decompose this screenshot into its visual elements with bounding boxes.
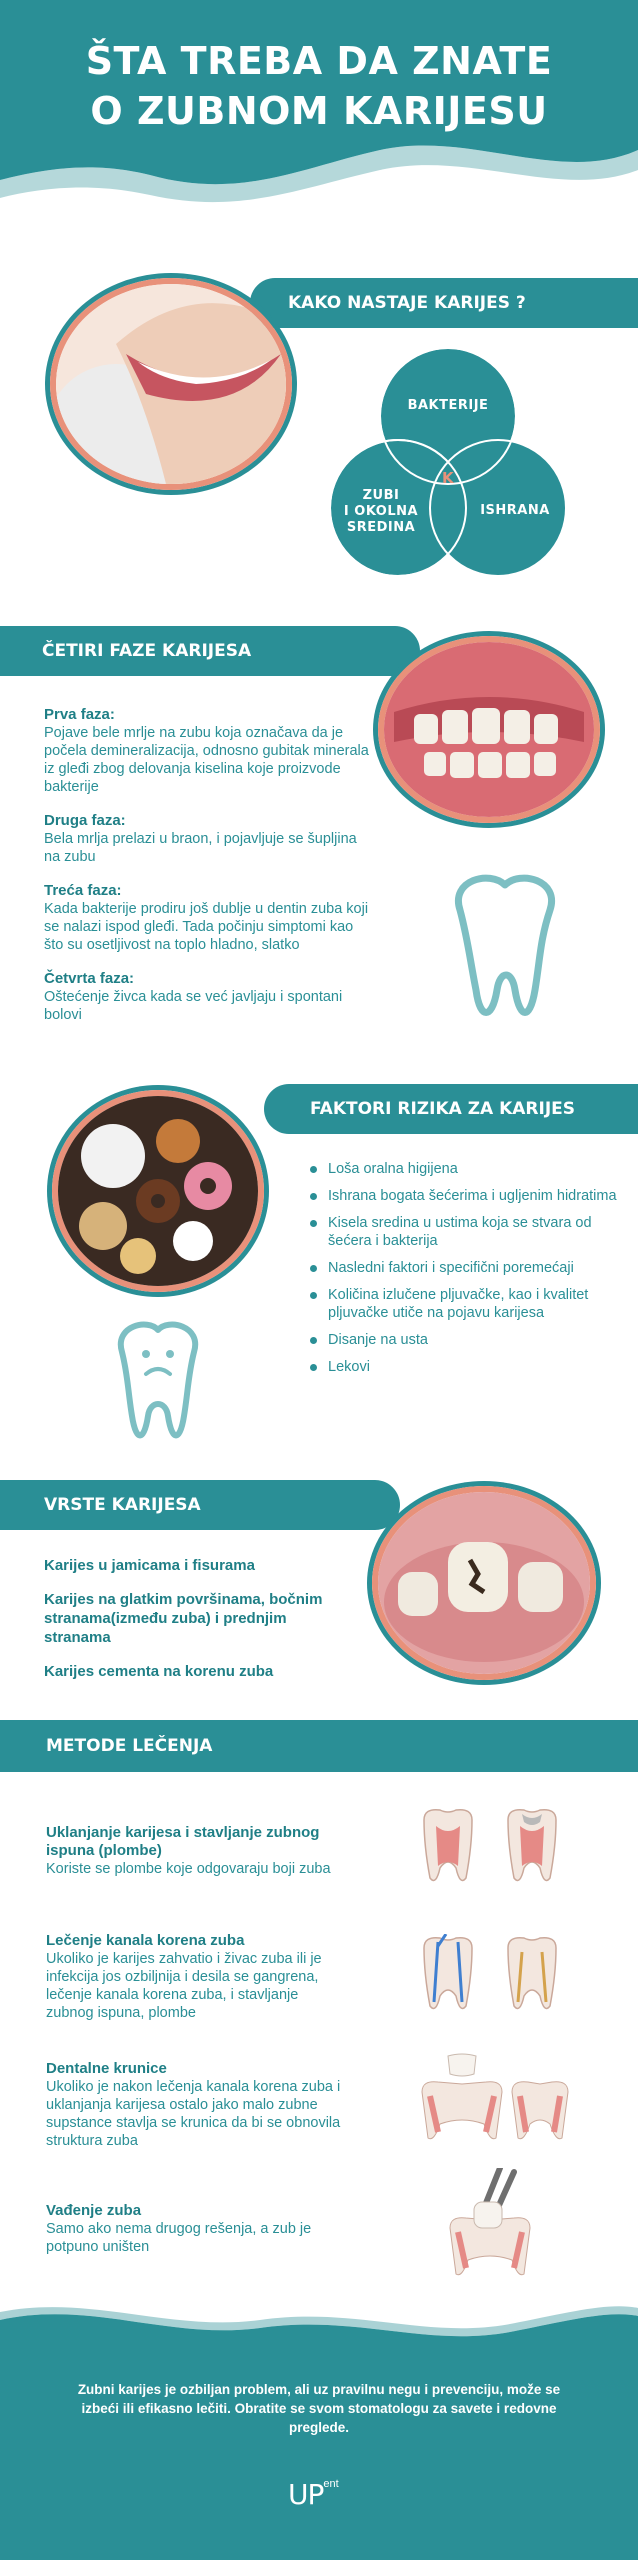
phase-4-title: Četvrta faza: [44,970,135,987]
venn-label-teeth-line3: SREDINA [346,520,416,535]
sad-tooth-icon [108,1318,208,1448]
venn-diagram [328,348,568,588]
list-item: Karijes na glatkim površinama, bočnim stranama(između zuba) i prednjim stranama [44,1591,323,1646]
section-heading-treatment: METODE LEČENJA [46,1736,213,1756]
treatment-4-text: Samo ako nema drugog rešenja, a zub je potpuno uništen [46,2221,312,2255]
filling-tooth-icon [416,1806,566,1886]
phase-2-text: Bela mrlja prelazi u braon, i pojavljuje se šupljina na zubu [44,831,357,865]
logo-main: UP [288,2478,324,2511]
brand-logo [288,2478,368,2528]
phase-4-text: Oštećenje živca kada se već javljaju i spontani bolovi [44,989,343,1023]
treatment-1-text: Koriste se plombe koje odgovaraju boji zuba [46,1861,331,1877]
section-heading-how [250,278,638,328]
logo-sub: ent [323,2478,339,2490]
list-item: Karijes cementa na korenu zuba [44,1663,274,1680]
list-item: Karijes u jamicama i fisurama [44,1557,255,1574]
sweets-illustration [58,1096,258,1286]
smile-illustration [56,284,286,484]
header-banner [0,0,638,210]
phase-1-title: Prva faza: [44,706,115,723]
treatment-2-title: Lečenje kanala korena zuba [46,1932,245,1949]
venn-label-diet: ISHRANA [480,503,550,518]
footer-message: Zubni karijes je ozbiljan problem, ali uz pravilnu negu i prevenciju, može se izbeći ili efikasno lečiti. Obratite se svom stomatologu za savete i redovne preglede. [77,2382,561,2435]
treatment-4-title: Vađenje zuba [46,2202,142,2219]
treatment-2-text: Ukoliko je karijes zahvatio i živac zuba ili je infekcija jos ozbiljnija i desila se gangrena, lečenje kanala korena zuba, i stavljanje zubnog ispuna, plombe [46,1951,322,2021]
phase-3-title: Treća faza: [44,882,122,899]
treatment-1 [46,1824,346,1878]
treatment-2 [46,1932,346,2022]
venn-label-bacteria: BAKTERIJE [407,398,489,413]
venn-label-center: K [441,469,455,487]
tooth-outline-icon [440,870,570,1030]
section-heading-risk [264,1084,638,1134]
root-canal-icon [416,1934,566,2014]
types-heading-text: VRSTE KARIJESA [44,1495,201,1515]
crown-icon [412,2052,572,2142]
treatment-3 [46,2060,346,2150]
list-item: Disanje na usta [306,1331,626,1349]
venn-label-teeth [326,488,436,536]
cavity-image [372,1486,596,1680]
phases-heading-text: ČETIRI FAZE KARIJESA [42,641,252,661]
cavity-illustration [378,1492,590,1674]
phase-2 [44,812,374,866]
teeth-closeup-illustration [384,642,594,817]
list-item: Nasledni faktori i specifični poremećaji [306,1259,626,1277]
page-title-line2: O ZUBNOM KARIJESU [90,89,548,133]
phases-list [44,706,374,1040]
list-item: Loša oralna higijena [306,1160,626,1178]
treatment-1-title: Uklanjanje karijesa i stavljanje zubnog ispuna (plombe) [46,1824,320,1859]
phase-4 [44,970,374,1024]
venn-label-teeth-line1: ZUBI [362,488,400,503]
phase-2-title: Druga faza: [44,812,126,829]
types-list [44,1556,344,1696]
list-item: Količina izlučene pljuvačke, kao i kvalitet pljuvačke utiče na pojavu karijesa [306,1286,626,1322]
teeth-closeup-image [378,636,600,823]
list-item: Lekovi [306,1358,626,1376]
phase-1-text: Pojave bele mrlje na zubu koja označava da je počela demineralizacija, odnosno gubitak minerala iz gleđi zbog delovanja kiselina koje proizvode bakterije [44,725,369,795]
smile-image [50,278,292,490]
list-item: Kisela sredina u ustima koja se stvara od šećera i bakterija [306,1214,626,1250]
sweets-image [52,1090,264,1292]
section-heading-types [0,1480,400,1530]
treatment-3-text: Ukoliko je nakon lečenja kanala korena zuba i uklanjanja karijesa ostalo jako malo zubne supstance stavlja se krunica da bi se obnovila struktura zuba [46,2079,341,2149]
page-title-line1: ŠTA TREBA DA ZNATE [85,39,553,83]
extraction-icon [440,2168,540,2278]
page-title [0,36,638,136]
treatment-4 [46,2202,346,2256]
section-heading-phases [0,626,420,676]
risk-list [306,1160,626,1385]
treatment-3-title: Dentalne krunice [46,2060,167,2077]
phase-1 [44,706,374,796]
phase-3 [44,882,374,954]
how-heading-text: KAKO NASTAJE KARIJES ? [288,293,526,313]
venn-label-teeth-line2: I OKOLNA [343,504,419,519]
phase-3-text: Kada bakterije prodiru još dublje u dentin zuba koji se nalazi ispod gleđi. Tada počinju simptomi kao što su osetljivost na toplo hladno, slatko [44,901,369,953]
list-item: Ishrana bogata šećerima i ugljenim hidratima [306,1187,626,1205]
risk-heading-text: FAKTORI RIZIKA ZA KARIJES [310,1099,576,1119]
